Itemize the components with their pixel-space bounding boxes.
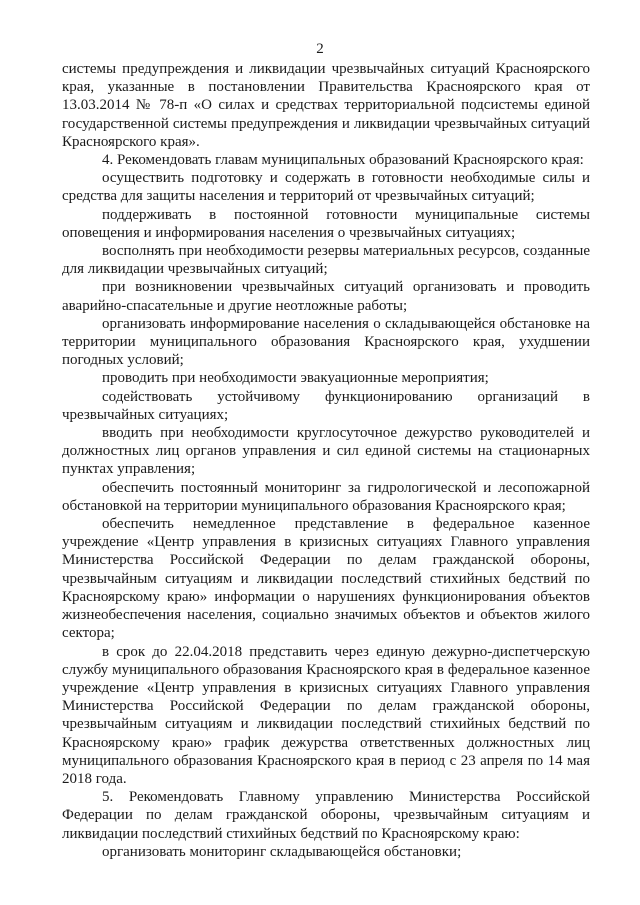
document-body — [62, 60, 590, 861]
paragraph: организовать информирование населения о складывающейся обстановке на территории муниципального образования Красноярского края, ухудшении погодных условий; — [62, 315, 590, 369]
paragraph: восполнять при необходимости резервы материальных ресурсов, созданные для ликвидации чрезвычайных ситуаций; — [62, 243, 590, 278]
paragraph: 5. Рекомендовать Главному управлению Министерства Российской Федерации по делам гражданской обороны, чрезвычайным ситуациям и ликвидации последствий стихийных бедствий по Красноярскому краю: — [62, 789, 590, 842]
paragraph: в срок до 22.04.2018 представить через единую дежурно-диспетчерскую службу муниципального образования Красноярского края в федеральное казенное учреждение «Центр управления в кризисных ситуациях Главного управления Министерства Российской Федерации по делам гражданской обороны, чрезвычайным ситуациям и ликвидации последствий стихийных бедствий по Красноярскому краю» график дежурства ответственных должностных лиц муниципального образования Красноярского края в период с 23 апреля по 14 мая 2018 года. — [62, 643, 590, 787]
paragraph: осуществить подготовку и содержать в готовности необходимые силы и средства для защиты населения и территорий от чрезвычайных ситуаций; — [62, 170, 590, 205]
paragraph: обеспечить постоянный мониторинг за гидрологической и лесопожарной обстановкой на территории муниципального образования Красноярского края; — [62, 479, 590, 514]
paragraph: поддерживать в постоянной готовности муниципальные системы оповещения и информирования населения о чрезвычайных ситуациях; — [62, 206, 590, 241]
paragraph: обеспечить немедленное представление в федеральное казенное учреждение «Центр управления в кризисных ситуациях Главного управления Министерства Российской Федерации по делам гражданской обороны, чрезвычайным ситуациям и ликвидации последствий стихийных бедствий по Красноярскому краю» информации о нарушениях функционирования объектов жизнеобеспечения населения, социально значимых объектов и объектов жилого сектора; — [62, 516, 590, 642]
paragraph: системы предупреждения и ликвидации чрезвычайных ситуаций Красноярского края, указанные в постановлении Правительства Красноярского края от 13.03.2014 № 78-п «О силах и средствах территориальной подсистемы единой государственной системы предупреждения и ликвидации чрезвычайных ситуаций Красноярского края». — [62, 61, 590, 150]
paragraph: 4. Рекомендовать главам муниципальных образований Красноярского края: — [102, 152, 584, 169]
paragraph: при возникновении чрезвычайных ситуаций организовать и проводить аварийно-спасательные и другие неотложные работы; — [62, 279, 590, 314]
paragraph: организовать мониторинг складывающейся обстановки; — [102, 843, 462, 860]
paragraph: проводить при необходимости эвакуационные мероприятия; — [102, 370, 489, 387]
paragraph: вводить при необходимости круглосуточное дежурство руководителей и должностных лиц органов управления и сил единой системы на стационарных пунктах управления; — [62, 425, 590, 478]
page-number: 2 — [316, 41, 324, 57]
paragraph: содействовать устойчивому функционированию организаций в чрезвычайных ситуациях; — [62, 388, 590, 423]
